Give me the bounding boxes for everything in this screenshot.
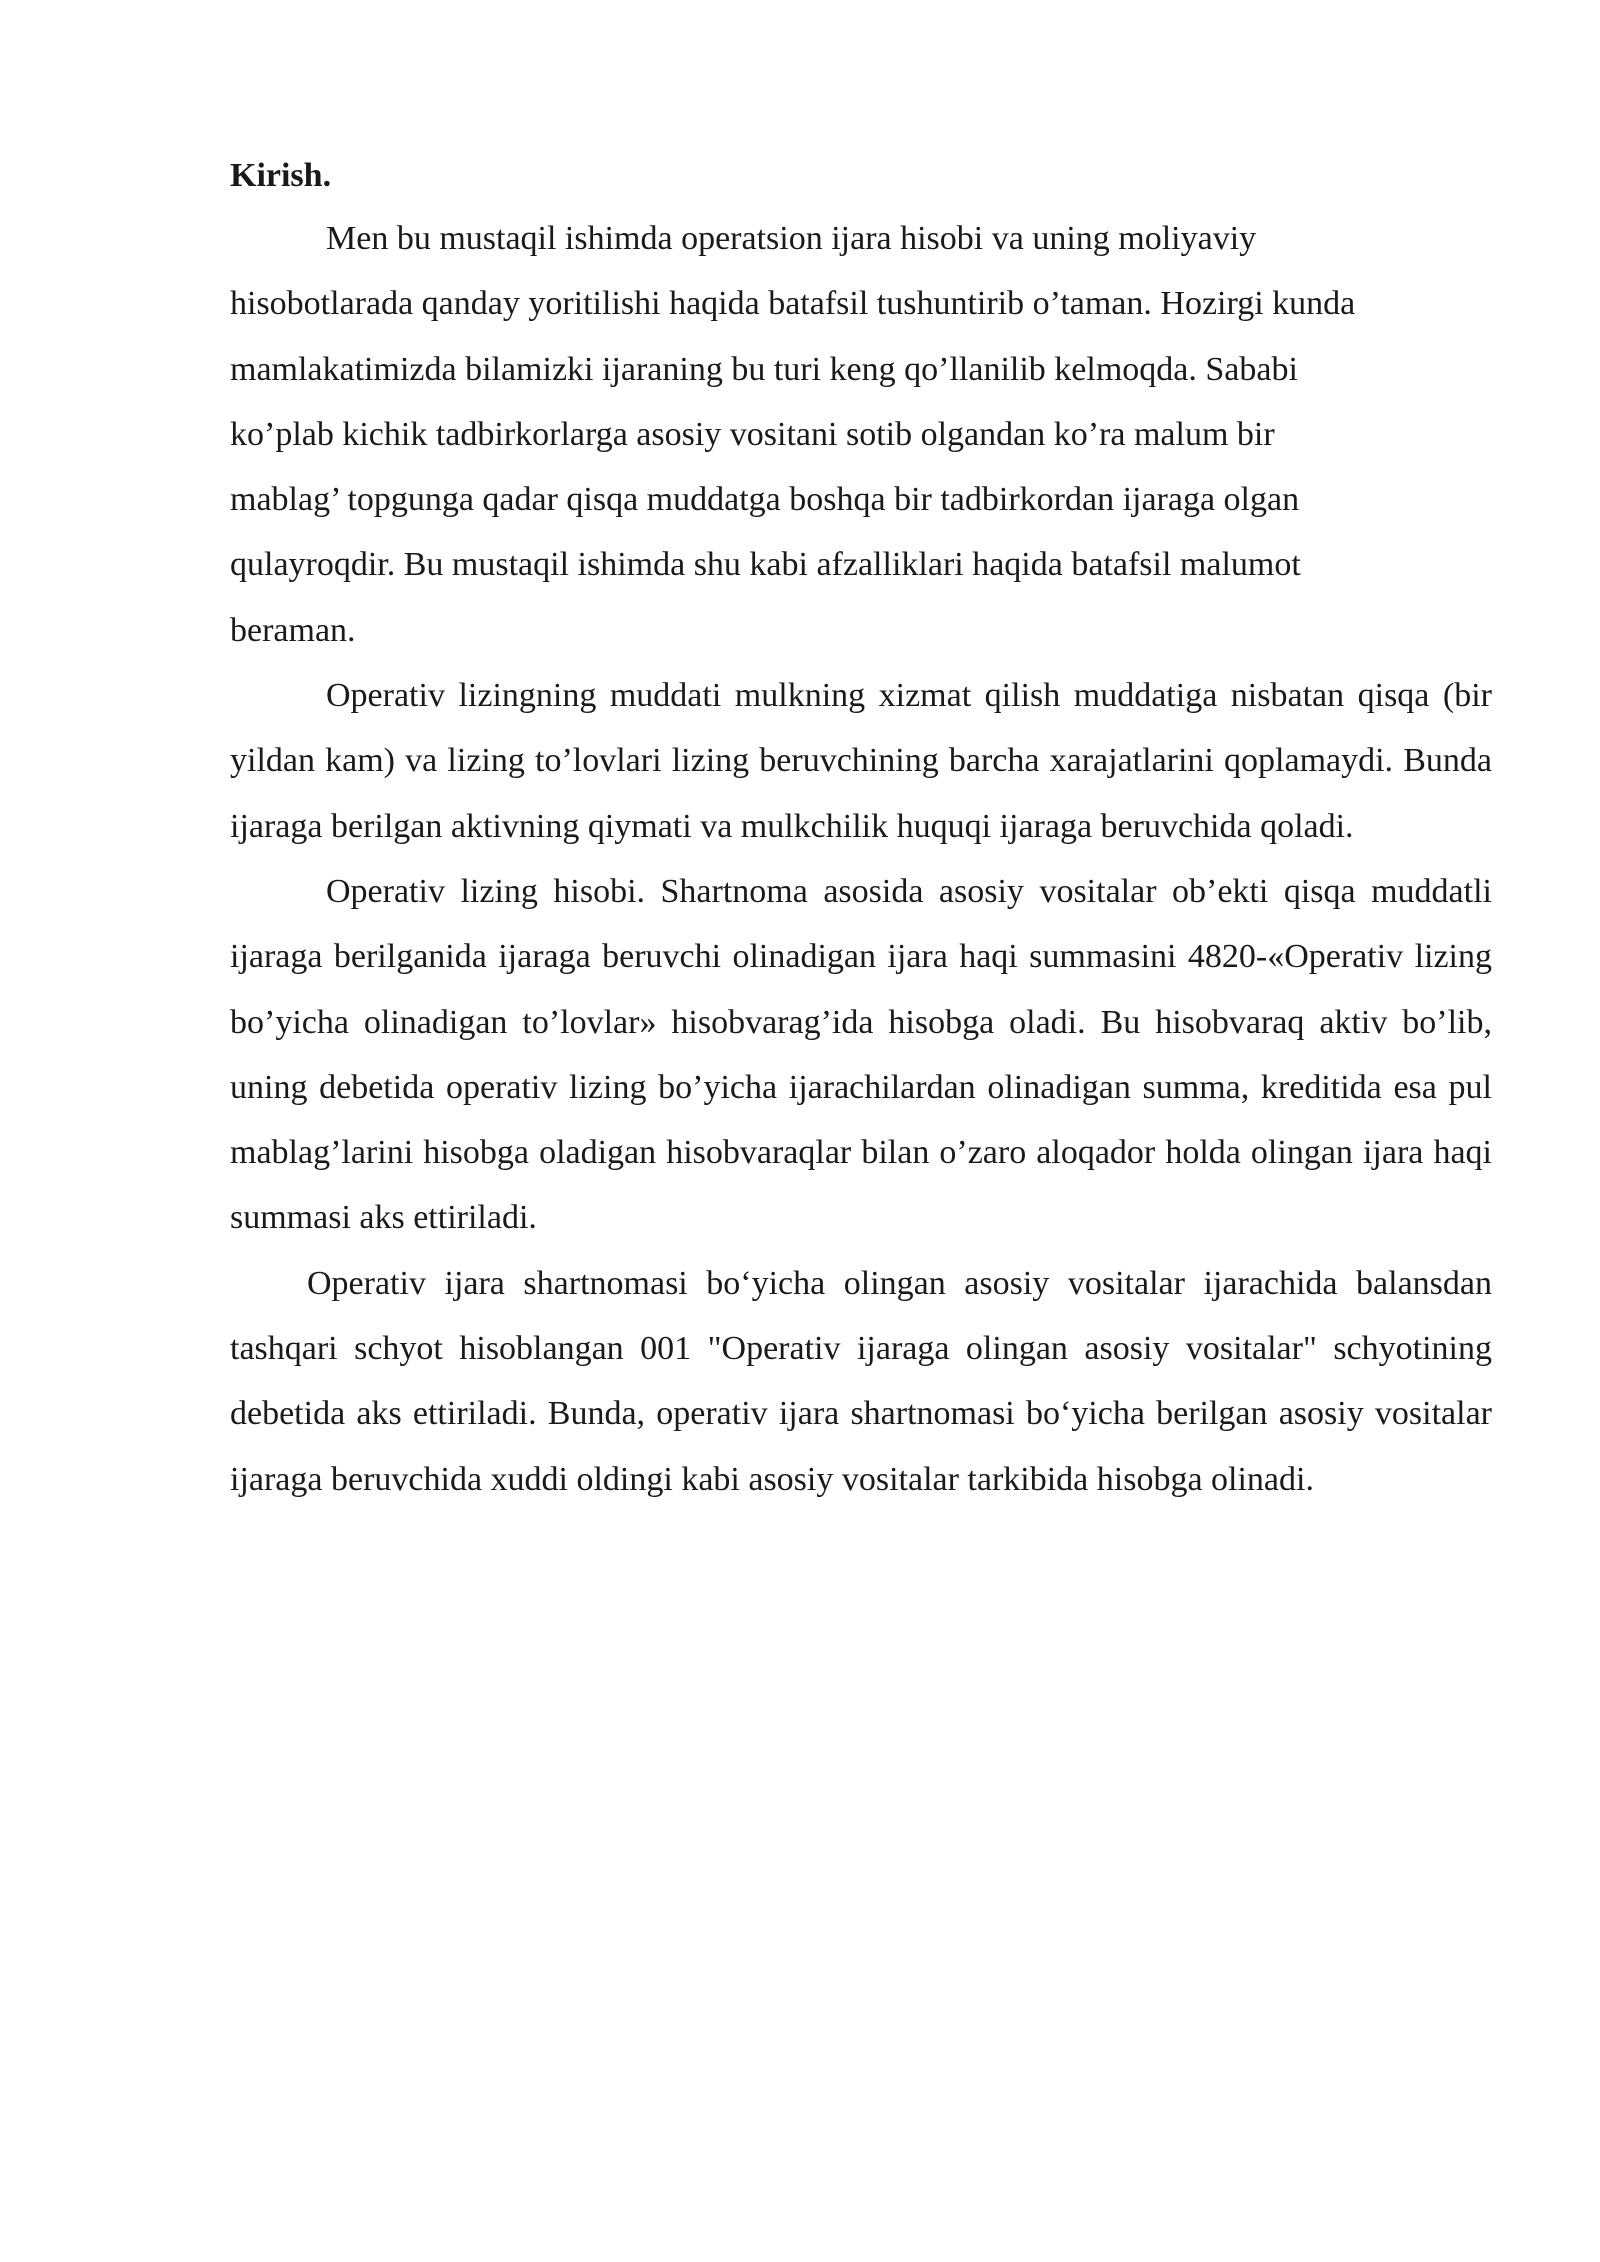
paragraph-line: ko’plab kichik tadbirkorlarga asosiy vositani sotib olgandan ko’ra malum bir	[230, 415, 1275, 453]
paragraph-line: Men bu mustaqil ishimda operatsion ijara hisobi va uning moliyaviy	[326, 220, 1257, 257]
paragraph-line: beraman.	[230, 611, 356, 649]
paragraph-intro	[230, 206, 1492, 663]
paragraph-line: hisobotlarada qanday yoritilishi haqida batafsil tushuntirib o’taman. Hozirgi kunda	[230, 285, 1356, 323]
paragraph-line: mamlakatimizda bilamizki ijaraning bu turi keng qo’llanilib kelmoqda. Sababi	[230, 350, 1298, 388]
paragraph-operativ-ijara: Operativ ijara shartnomasi bo‘yicha olingan asosiy vositalar ijarachida balansdan tashqari schyot hisoblangan 001 "Operativ ijaraga olingan asosiy vositalar" schyotining debetida aks ettiriladi. Bunda, operativ ijara shartnomasi bo‘yicha berilgan asosiy vositalar ijaraga beruvchida xuddi oldingi kabi asosiy vositalar tarkibida hisobga olinadi.	[230, 1264, 1492, 1498]
paragraph-lizing-hisobi: Operativ lizing hisobi. Shartnoma asosida asosiy vositalar ob’ekti qisqa muddatli ijaraga berilganida ijaraga beruvchi olinadigan ijara haqi summasini 4820-«Operativ lizing bo’yicha olinadigan to’lovlar» hisobvarag’ida hisobga oladi. Bu hisobvaraq aktiv bo’lib, uning debetida operativ lizing bo’yicha ijarachilardan olinadigan summa, kreditida esa pul mablag’larini hisobga oladigan hisobvaraqlar bilan o’zaro aloqador holda olingan ijara haqi summasi aks ettiriladi.	[230, 872, 1492, 1237]
section-heading: Kirish.	[230, 157, 332, 194]
paragraph-line: qulayroqdir. Bu mustaqil ishimda shu kabi afzalliklari haqida batafsil malumot	[230, 546, 1301, 584]
paragraph-operativ-lizing: Operativ lizingning muddati mulkning xizmat qilish muddatiga nisbatan qisqa (bir yildan kam) va lizing to’lovlari lizing beruvchining barcha xarajatlarini qoplamaydi. Bunda ijaraga berilgan aktivning qiymati va mulkchilik huquqi ijaraga beruvchida qoladi.	[230, 677, 1492, 845]
document-body	[230, 146, 1492, 1512]
paragraph-line: mablag’ topgunga qadar qisqa muddatga boshqa bir tadbirkordan ijaraga olgan	[230, 481, 1300, 519]
